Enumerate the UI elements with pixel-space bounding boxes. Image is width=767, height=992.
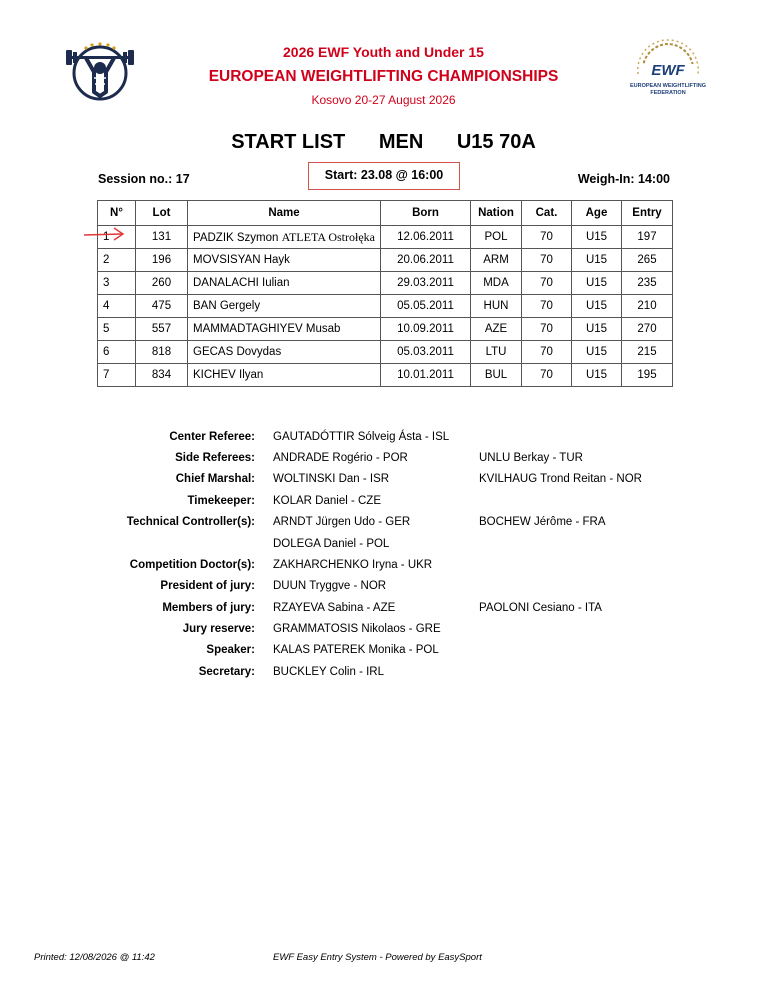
technical-controller-3: DOLEGA Daniel - POL (273, 538, 390, 550)
cell-name: KICHEV Ilyan (188, 364, 381, 387)
cell-category: 70 (522, 226, 572, 249)
cell-born: 20.06.2011 (381, 249, 471, 272)
cell-age: U15 (572, 272, 622, 295)
side-referee-2: UNLU Berkay - TUR (479, 452, 583, 464)
timekeeper-label: Timekeeper: (187, 495, 255, 507)
cell-name (188, 226, 381, 249)
cell-category: 70 (522, 318, 572, 341)
col-header-nation: Nation (471, 201, 522, 226)
col-header-category: Cat. (522, 201, 572, 226)
cell-nation: BUL (471, 364, 522, 387)
cell-name: MOVSISYAN Hayk (188, 249, 381, 272)
footer-system-credit: EWF Easy Entry System - Powered by EasySport (273, 952, 482, 963)
cell-number: 1 (98, 226, 136, 249)
cell-entry: 235 (622, 272, 673, 295)
col-header-lot: Lot (136, 201, 188, 226)
table-header-row (98, 201, 673, 226)
chief-marshal-2: KVILHAUG Trond Reitan - NOR (479, 473, 642, 485)
header-line-2: EUROPEAN WEIGHTLIFTING CHAMPIONSHIPS (208, 68, 559, 85)
col-header-age: Age (572, 201, 622, 226)
cell-age: U15 (572, 226, 622, 249)
ewf-logo-text-2: FEDERATION (650, 90, 686, 96)
cell-age: U15 (572, 318, 622, 341)
cell-nation: HUN (471, 295, 522, 318)
cell-entry: 210 (622, 295, 673, 318)
technical-controllers-label: Technical Controller(s): (126, 516, 255, 528)
cell-number: 2 (98, 249, 136, 272)
title-part-2: MEN (378, 131, 424, 153)
athlete-name: PADZIK Szymon (193, 231, 279, 244)
title-part-3: U15 70A (456, 131, 536, 153)
table-row (98, 249, 673, 272)
cell-nation: MDA (471, 272, 522, 295)
cell-name: MAMMADTAGHIYEV Musab (188, 318, 381, 341)
cell-nation: LTU (471, 341, 522, 364)
cell-category: 70 (522, 364, 572, 387)
table-row (98, 341, 673, 364)
cell-age: U15 (572, 249, 622, 272)
table-row (98, 318, 673, 341)
cell-lot: 475 (136, 295, 188, 318)
cell-entry: 197 (622, 226, 673, 249)
cell-nation: AZE (471, 318, 522, 341)
cell-lot: 818 (136, 341, 188, 364)
cell-born: 12.06.2011 (381, 226, 471, 249)
cell-entry: 195 (622, 364, 673, 387)
cell-entry: 270 (622, 318, 673, 341)
cell-category: 70 (522, 341, 572, 364)
athlete-club: ATLETA Ostrołęka (281, 229, 375, 244)
speaker-name: KALAS PATEREK Monika - POL (273, 644, 439, 656)
cell-number: 5 (98, 318, 136, 341)
technical-controller-2: BOCHEW Jérôme - FRA (479, 516, 606, 528)
cell-lot: 557 (136, 318, 188, 341)
secretary-label: Secretary: (198, 666, 255, 678)
title-part-1: START LIST (231, 131, 346, 153)
session-number: Session no.: 17 (98, 172, 190, 186)
ewf-logo-text-1: EUROPEAN WEIGHTLIFTING (629, 83, 707, 89)
timekeeper-name: KOLAR Daniel - CZE (273, 495, 382, 507)
weigh-in-time: Weigh-In: 14:00 (577, 172, 670, 186)
cell-nation: POL (471, 226, 522, 249)
technical-controller-1: ARNDT Jürgen Udo - GER (273, 516, 411, 528)
cell-nation: ARM (471, 249, 522, 272)
competition-doctor-name: ZAKHARCHENKO Iryna - UKR (273, 559, 433, 571)
president-of-jury-label: President of jury: (160, 580, 255, 592)
ewf-logo-mark: EWF (651, 62, 685, 79)
col-header-entry: Entry (622, 201, 673, 226)
annotation-arrow-icon (82, 226, 128, 242)
table-row (98, 272, 673, 295)
jury-member-1: RZAYEVA Sabina - AZE (273, 602, 396, 614)
cell-lot: 260 (136, 272, 188, 295)
cell-age: U15 (572, 364, 622, 387)
cell-age: U15 (572, 341, 622, 364)
cell-born: 05.05.2011 (381, 295, 471, 318)
table-row (98, 364, 673, 387)
cell-name: BAN Gergely (188, 295, 381, 318)
competition-doctor-label: Competition Doctor(s): (129, 559, 255, 571)
speaker-label: Speaker: (206, 644, 255, 656)
col-header-name: Name (188, 201, 381, 226)
secretary-name: BUCKLEY Colin - IRL (273, 666, 384, 678)
cell-category: 70 (522, 272, 572, 295)
cell-number: 4 (98, 295, 136, 318)
cell-born: 05.03.2011 (381, 341, 471, 364)
header-line-3: Kosovo 20-27 August 2026 (311, 93, 456, 107)
cell-born: 29.03.2011 (381, 272, 471, 295)
side-referees-label: Side Referees: (175, 452, 255, 464)
chief-marshal-1: WOLTINSKI Dan - ISR (273, 473, 390, 485)
cell-lot: 196 (136, 249, 188, 272)
president-of-jury-name: DUUN Tryggve - NOR (273, 580, 387, 592)
cell-category: 70 (522, 249, 572, 272)
jury-member-2: PAOLONI Cesiano - ITA (479, 602, 602, 614)
start-time-box: Start: 23.08 @ 16:00 (308, 162, 460, 190)
jury-reserve-label: Jury reserve: (182, 623, 255, 635)
table-row (98, 295, 673, 318)
chief-marshal-label: Chief Marshal: (175, 473, 255, 485)
jury-reserve-name: GRAMMATOSIS Nikolaos - GRE (273, 623, 441, 635)
table-row (98, 226, 673, 249)
col-header-born: Born (381, 201, 471, 226)
cell-number: 3 (98, 272, 136, 295)
cell-name: DANALACHI Iulian (188, 272, 381, 295)
cell-age: U15 (572, 295, 622, 318)
col-header-number: N° (98, 201, 136, 226)
cell-entry: 265 (622, 249, 673, 272)
cell-category: 70 (522, 295, 572, 318)
cell-lot: 131 (136, 226, 188, 249)
cell-name: GECAS Dovydas (188, 341, 381, 364)
cell-number: 6 (98, 341, 136, 364)
header-line-1: 2026 EWF Youth and Under 15 (283, 44, 484, 60)
side-referee-1: ANDRADE Rogério - POR (273, 452, 408, 464)
printed-timestamp: Printed: 12/08/2026 @ 11:42 (34, 952, 155, 963)
cell-entry: 215 (622, 341, 673, 364)
cell-number: 7 (98, 364, 136, 387)
start-list-table (97, 200, 673, 387)
cell-born: 10.09.2011 (381, 318, 471, 341)
page-title (0, 131, 767, 154)
center-referee-name: GAUTADÓTTIR Sólveig Ásta - ISL (273, 431, 450, 443)
members-of-jury-label: Members of jury: (162, 602, 255, 614)
cell-born: 10.01.2011 (381, 364, 471, 387)
center-referee-label: Center Referee: (169, 431, 255, 443)
cell-lot: 834 (136, 364, 188, 387)
